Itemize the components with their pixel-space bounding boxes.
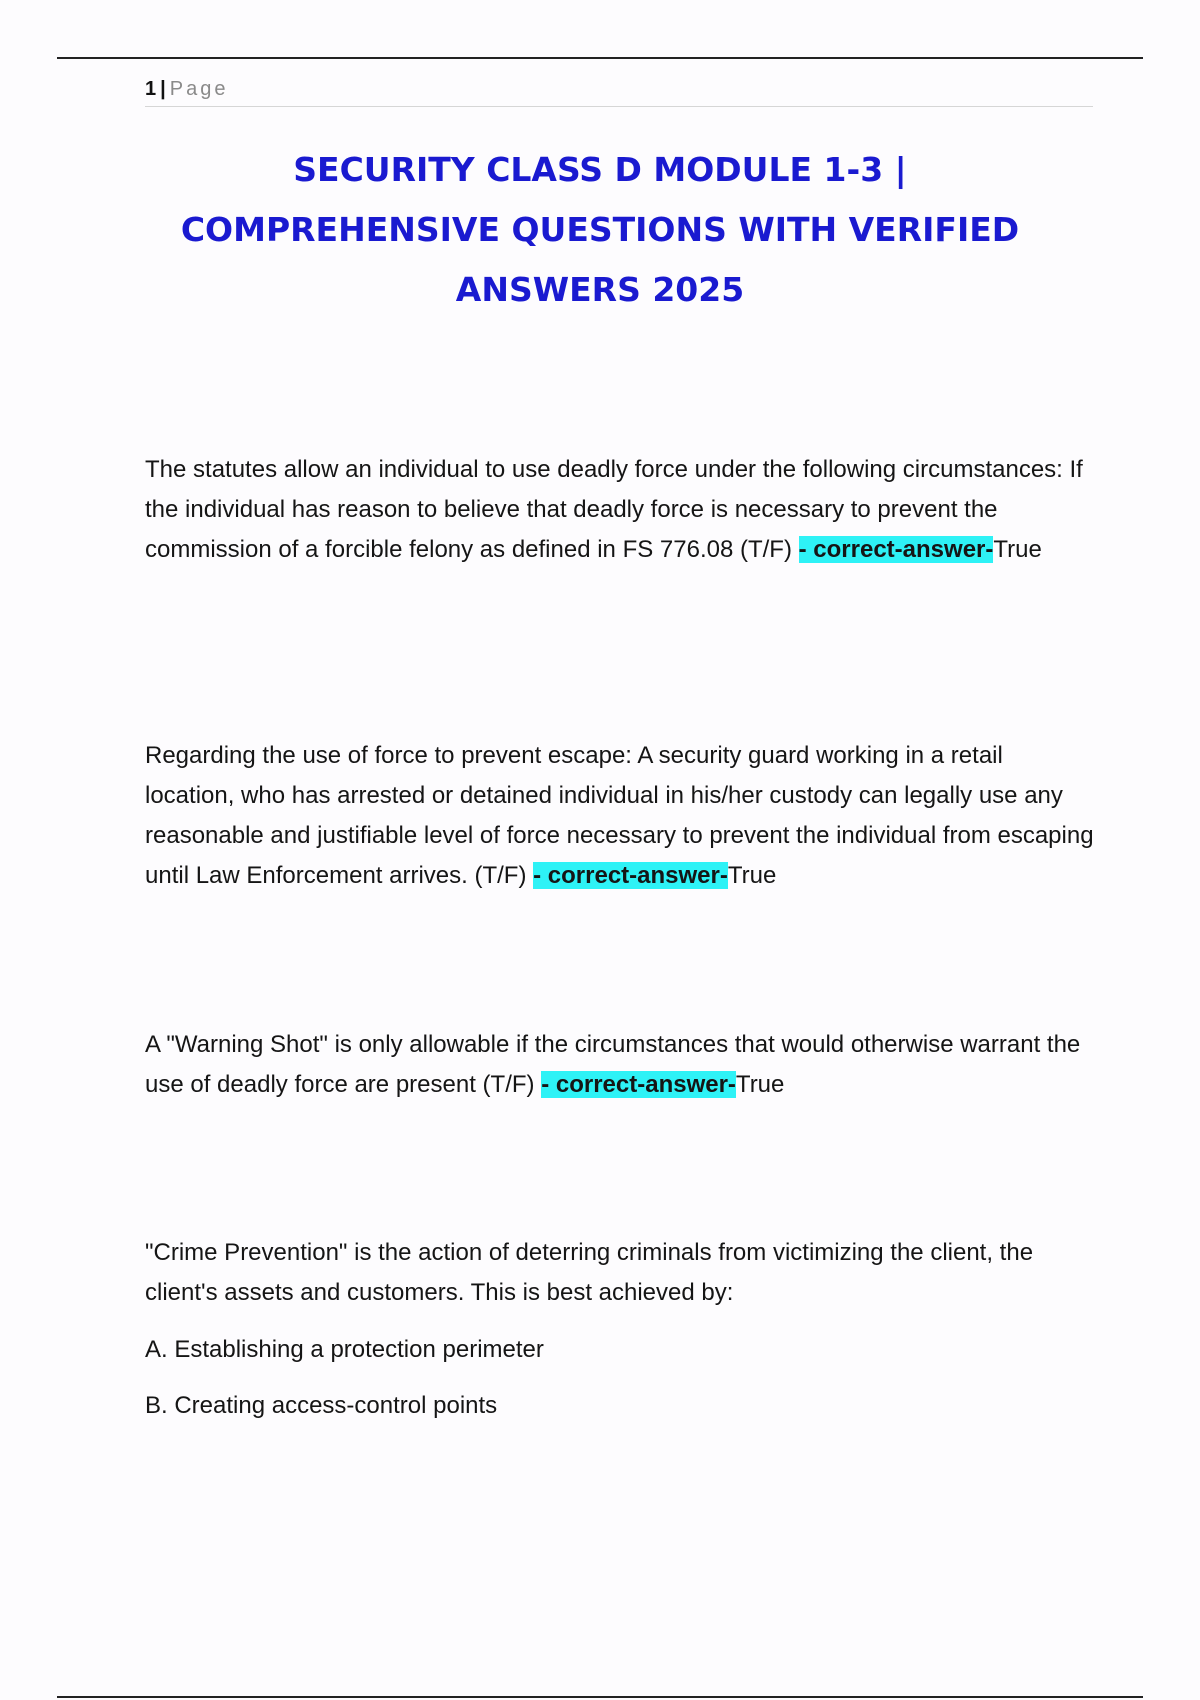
- question-block: [145, 450, 1095, 570]
- answer-option: B. Creating access-control points: [145, 1392, 498, 1419]
- page-number: 1: [145, 78, 157, 100]
- question-text: A "Warning Shot" is only allowable if the circumstances that would otherwise warrant the use of deadly force are present (T/F): [145, 1031, 1081, 1098]
- question-text: The statutes allow an individual to use deadly force under the following circumstances: If the individual has reason to believe that deadly force is necessary to prevent the commission of a forcible felony as defined in FS 776.08 (T/F): [145, 456, 1083, 563]
- bottom-rule: [57, 1696, 1143, 1698]
- question-block: [145, 1025, 1095, 1105]
- answer-text: True: [727, 862, 777, 889]
- answer-text: True: [993, 536, 1042, 563]
- correct-answer-marker: - correct-answer-: [533, 862, 728, 889]
- answer-text: True: [735, 1071, 785, 1098]
- document-title: [100, 140, 1100, 320]
- top-rule: [57, 57, 1143, 59]
- question-block: [145, 1233, 1095, 1313]
- page-label: Page: [169, 78, 229, 100]
- title-line: ANSWERS 2025: [455, 270, 745, 309]
- question-text: "Crime Prevention" is the action of deterring criminals from victimizing the client, the client's assets and customers. This is best achieved by:: [145, 1239, 1034, 1306]
- answer-option: A. Establishing a protection perimeter: [145, 1336, 544, 1363]
- question-text: Regarding the use of force to prevent escape: A security guard working in a retail location, who has arrested or detained individual in his/her custody can legally use any reasonable and justifiable level of force necessary to prevent the individual from escaping until Law Enforcement arrives. (T/F): [145, 742, 1094, 889]
- correct-answer-marker: - correct-answer-: [798, 536, 994, 563]
- question-block: [145, 736, 1095, 896]
- page-header: [145, 76, 1093, 107]
- correct-answer-marker: - correct-answer-: [541, 1071, 736, 1098]
- title-line: COMPREHENSIVE QUESTIONS WITH VERIFIED: [180, 210, 1020, 249]
- title-line: SECURITY CLASS D MODULE 1-3 |: [293, 150, 907, 189]
- page-separator: |: [160, 78, 166, 100]
